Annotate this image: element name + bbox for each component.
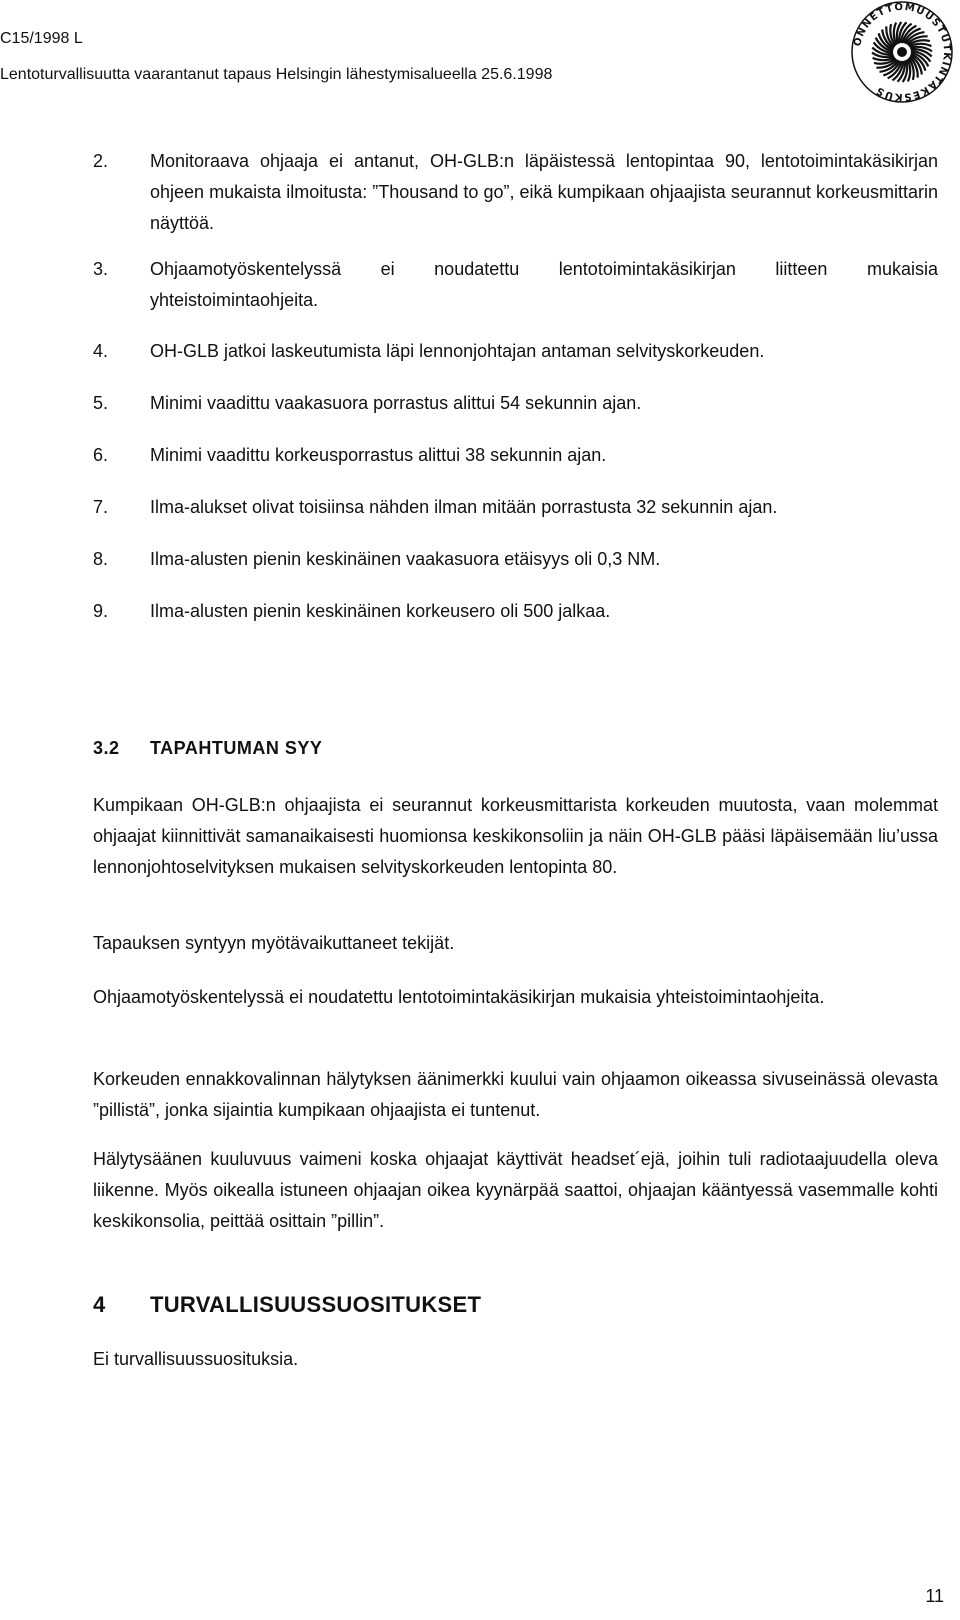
finding-number: 9. [93,601,109,621]
cause-paragraph-5: Hälytysäänen kuuluvuus vaimeni koska ohjaajat käyttivät headset´ejä, joihin tuli radiotaajuudella oleva liikenne. Myös oikealla istuneen ohjaajan oikea kyynärpää saattoi, ohjaajan kääntyessä vasemmalle kohti keskikonsolia, peittää osittain ”pillin”. [93,1149,938,1231]
finding-text: Minimi vaadittu korkeusporrastus alittui 38 sekunnin ajan. [150,445,607,465]
finding-text: Monitoraava ohjaaja ei antanut, OH-GLB:n läpäistessä lentopintaa 90, lentotoimintakäsikirjan ohjeen mukaista ilmoitusta: ”Thousand to go”, eikä kumpikaan ohjaajista seurannut korkeusmittarin näyttöä. [150,151,938,233]
finding-number: 3. [93,259,109,279]
cause-paragraph-4: Korkeuden ennakkovalinnan hälytyksen äänimerkki kuului vain ohjaamon oikeassa sivuseinässä olevasta ”pillistä”, jonka sijaintia kumpikaan ohjaajista ei tuntenut. [93,1069,938,1120]
cause-paragraph-3: Ohjaamotyöskentelyssä ei noudatettu lentotoimintakäsikirjan mukaisia yhteistoimintaohjeita. [93,987,825,1007]
cause-paragraph-2: Tapauksen syntyyn myötävaikuttaneet tekijät. [93,933,455,953]
finding-number: 4. [93,341,109,361]
finding-text: Ilma-alusten pienin keskinäinen korkeusero oli 500 jalkaa. [150,601,611,621]
finding-text: Ohjaamotyöskentelyssä ei noudatettu lentotoimintakäsikirjan liitteen mukaisia yhteistoimintaohjeita. [150,259,938,310]
finding-number: 7. [93,497,109,517]
section-3-2-title: TAPAHTUMAN SYY [150,738,323,758]
document-code: C15/1998 L [0,30,83,47]
agency-seal-logo [850,0,954,104]
section-4-number: 4 [93,1292,106,1317]
page-number: 11 [925,1586,944,1606]
finding-text: Ilma-alusten pienin keskinäinen vaakasuora etäisyys oli 0,3 NM. [150,549,661,569]
finding-number: 5. [93,393,109,413]
finding-number: 8. [93,549,109,569]
document-subtitle: Lentoturvallisuutta vaarantanut tapaus Helsingin lähestymisalueella 25.6.1998 [0,66,553,83]
recommendations-text: Ei turvallisuussuosituksia. [93,1349,299,1369]
cause-paragraph-1: Kumpikaan OH-GLB:n ohjaajista ei seurannut korkeusmittarista korkeuden muutosta, vaan molemmat ohjaajat kiinnittivät samanaikaisesti huomionsa keskikonsoliin ja näin OH-GLB pääsi läpäisemään liu’ussa lennonjohtoselvityksen mukaisen selvityskorkeuden lentopinta 80. [93,795,938,877]
finding-text: Ilma-alukset olivat toisiinsa nähden ilman mitään porrastusta 32 sekunnin ajan. [150,497,778,517]
finding-text: Minimi vaadittu vaakasuora porrastus alittui 54 sekunnin ajan. [150,393,642,413]
finding-number: 2. [93,151,109,171]
section-3-2-number: 3.2 [93,738,120,758]
section-4-title: TURVALLISUUSSUOSITUKSET [150,1292,482,1317]
seal-lettering: ONNETTOMUUSTUTKINTAKESKUS [852,1,953,103]
finding-number: 6. [93,445,109,465]
finding-text: OH-GLB jatkoi laskeutumista läpi lennonjohtajan antaman selvityskorkeuden. [150,341,765,361]
